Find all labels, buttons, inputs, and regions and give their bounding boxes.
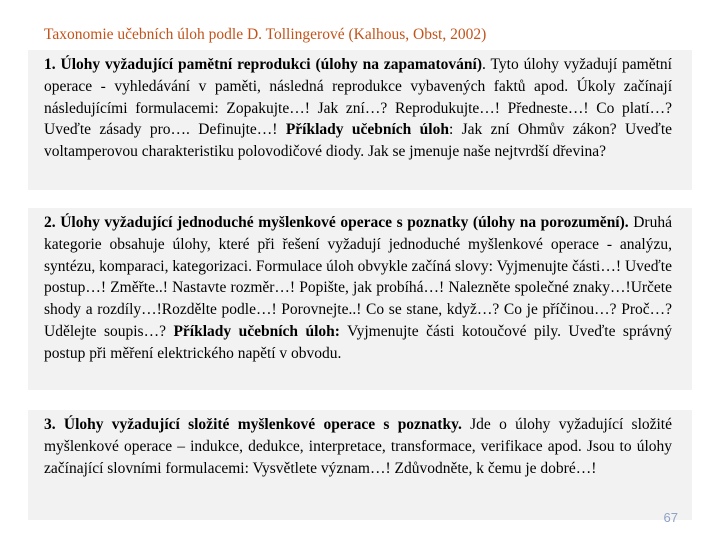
section-heading-3: 3. Úlohy vyžadující složité myšlenkové operace s poznatky.	[44, 416, 462, 433]
section-text-3a: Jde o úlohy vyžadující složité myšlenkové operace – indukce, dedukce, interpretace, transformace, verifikace apod. Jsou to úlohy začínající slovními formulacemi: Vysvětlete význam…! Zdůvodněte, k čemu je dobré…!	[44, 416, 672, 477]
section-paragraph-2	[44, 208, 672, 365]
section-paragraph-3	[44, 410, 672, 479]
section-box-2	[28, 208, 692, 390]
section-text-1a: . Tyto úlohy vyžadují pamětní operace - vyhledávání v paměti, následná reprodukce vybavených faktů apod. Úkoly začínají následujícími formulacemi: Zopakujte…! Jak zní…? Reprodukujte…! Předneste…! Co platí…? Uveďte zásady pro…. Definujte…!	[44, 56, 672, 139]
section-text-2a: Druhá kategorie obsahuje úlohy, které při řešení vyžadují jednoduché myšlenkové operace - analýzu, syntézu, komparaci, kategorizaci. Formulace úloh obvykle začíná slovy: Vyjmenujte části…! Uveďte postup…! Změřte..! Nastavte rozměr…! Popište, jak probíhá…! Nalezněte společné znaky…!Určete shody a rozdíly…!Rozdělte podle…! Porovnejte..! Co se stane, když…? Co je příčinou…? Proč…? Udělejte soupis…?	[44, 214, 672, 340]
examples-label-1: Příklady učebních úloh	[285, 121, 449, 139]
slide-title: Taxonomie učebních úloh podle D. Tollingerové (Kalhous, Obst, 2002)	[44, 26, 487, 43]
section-heading-1: 1. Úlohy vyžadující pamětní reprodukci (úlohy na zapamatování)	[44, 56, 483, 73]
section-heading-2: 2. Úlohy vyžadující jednoduché myšlenkové operace s poznatky (úlohy na porozumění).	[44, 214, 629, 231]
section-paragraph-1	[44, 50, 672, 163]
section-text-1b: : Jak zní Ohmův zákon? Uveďte voltamperovou charakteristiku polovodičové diody. Jak se jmenuje naše nejtvrdší dřevina?	[44, 121, 673, 161]
section-box-3	[28, 410, 692, 520]
section-box-1	[28, 50, 692, 190]
examples-label-2: Příklady učebních úloh:	[173, 322, 340, 340]
page-number: 67	[663, 510, 678, 525]
section-text-2b: Vyjmenujte části kotoučové pily. Uveďte správný postup při měření elektrického napětí v obvodu.	[44, 322, 672, 362]
